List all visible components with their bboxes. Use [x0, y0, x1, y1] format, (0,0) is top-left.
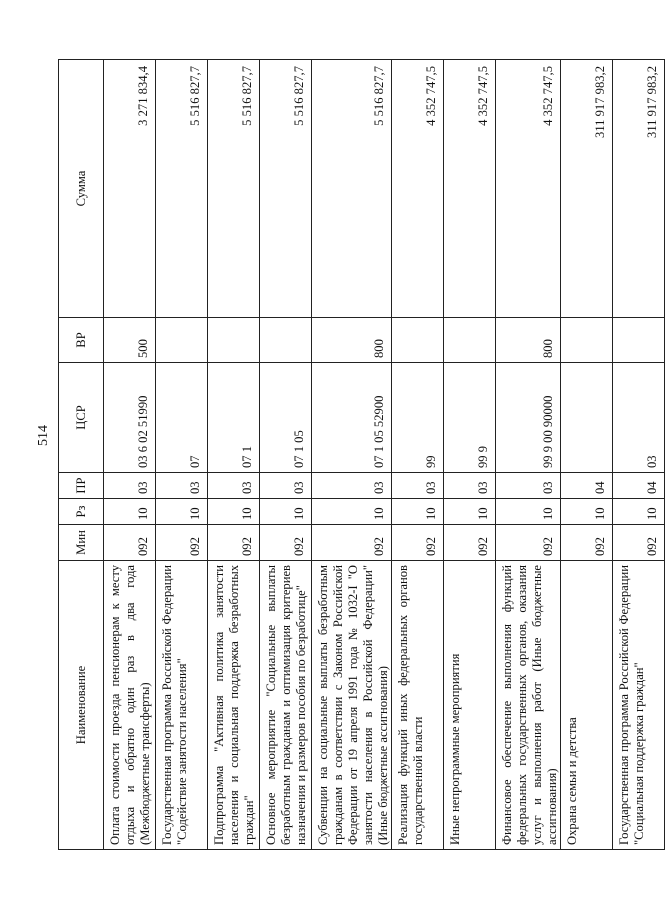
cell-rz: 10: [392, 499, 444, 525]
header-rz: Рз: [59, 499, 104, 525]
cell-min: 092: [613, 525, 665, 561]
cell-pr: 03: [156, 473, 208, 499]
cell-min: 092: [312, 525, 392, 561]
cell-name: Государственная программа Российской Федерации "Содействие занятости населения": [156, 561, 208, 850]
cell-min: 092: [444, 525, 496, 561]
cell-vr: [561, 318, 613, 363]
header-vr: ВР: [59, 318, 104, 363]
cell-pr: 04: [613, 473, 665, 499]
cell-csr: 07 1 05: [260, 363, 312, 473]
cell-rz: 10: [156, 499, 208, 525]
table-row: [260, 60, 312, 850]
table-row: [392, 60, 444, 850]
table-row: [613, 60, 665, 850]
cell-rz: 10: [496, 499, 561, 525]
cell-pr: 03: [444, 473, 496, 499]
cell-vr: [613, 318, 665, 363]
cell-csr: 07 1 05 52900: [312, 363, 392, 473]
cell-vr: [444, 318, 496, 363]
cell-min: 092: [104, 525, 156, 561]
cell-pr: 03: [260, 473, 312, 499]
cell-name: Финансовое обеспечение выполнения функций федеральных государственных органов, оказания услуг и выполнения работ (Иные бюджетные ассигнования): [496, 561, 561, 850]
cell-sum: 4 352 747,5: [444, 60, 496, 318]
cell-sum: 5 516 827,7: [156, 60, 208, 318]
table-header-row: [59, 60, 104, 850]
cell-rz: 10: [561, 499, 613, 525]
table-row: [312, 60, 392, 850]
page-number: 514: [36, 425, 51, 446]
cell-sum: 3 271 834,4: [104, 60, 156, 318]
header-csr: ЦСР: [59, 363, 104, 473]
cell-csr: 03: [613, 363, 665, 473]
cell-rz: 10: [312, 499, 392, 525]
cell-sum: 5 516 827,7: [260, 60, 312, 318]
cell-min: 092: [156, 525, 208, 561]
header-name: Наименование: [59, 561, 104, 850]
cell-name: Государственная программа Российской Федерации "Социальная поддержка граждан": [613, 561, 665, 850]
cell-csr: 07: [156, 363, 208, 473]
cell-sum: 5 516 827,7: [208, 60, 260, 318]
cell-vr: [392, 318, 444, 363]
cell-pr: 03: [392, 473, 444, 499]
header-min: Мин: [59, 525, 104, 561]
table-row: [104, 60, 156, 850]
header-pr: ПР: [59, 473, 104, 499]
cell-vr: 500: [104, 318, 156, 363]
cell-rz: 10: [613, 499, 665, 525]
header-sum: Сумма: [59, 60, 104, 318]
budget-table: [58, 59, 665, 850]
cell-name: Основное мероприятие "Социальные выплаты безработным гражданам и оптимизация критериев назначения и размеров пособия по безработице": [260, 561, 312, 850]
cell-sum: 311 917 983,2: [561, 60, 613, 318]
cell-sum: 5 516 827,7: [312, 60, 392, 318]
cell-csr: 99: [392, 363, 444, 473]
cell-pr: 04: [561, 473, 613, 499]
cell-name: Подпрограмма "Активная политика занятости населения и социальная поддержка безработных граждан": [208, 561, 260, 850]
cell-pr: 03: [312, 473, 392, 499]
cell-pr: 03: [208, 473, 260, 499]
cell-min: 092: [561, 525, 613, 561]
cell-rz: 10: [104, 499, 156, 525]
cell-vr: [208, 318, 260, 363]
cell-vr: 800: [496, 318, 561, 363]
cell-csr: 99 9: [444, 363, 496, 473]
cell-sum: 311 917 983,2: [613, 60, 665, 318]
cell-csr: 99 9 00 90000: [496, 363, 561, 473]
cell-name: Охрана семьи и детства: [561, 561, 613, 850]
table-row: [208, 60, 260, 850]
table-row: [561, 60, 613, 850]
cell-pr: 03: [496, 473, 561, 499]
cell-vr: [156, 318, 208, 363]
cell-min: 092: [260, 525, 312, 561]
cell-pr: 03: [104, 473, 156, 499]
table-row: [444, 60, 496, 850]
cell-csr: 07 1: [208, 363, 260, 473]
cell-vr: 800: [312, 318, 392, 363]
cell-min: 092: [208, 525, 260, 561]
cell-csr: 03 6 02 51990: [104, 363, 156, 473]
table-row: [156, 60, 208, 850]
cell-name: Иные непрограммные мероприятия: [444, 561, 496, 850]
cell-csr: [561, 363, 613, 473]
cell-min: 092: [392, 525, 444, 561]
cell-name: Реализация функций иных федеральных органов государственной власти: [392, 561, 444, 850]
cell-sum: 4 352 747,5: [496, 60, 561, 318]
cell-sum: 4 352 747,5: [392, 60, 444, 318]
cell-min: 092: [496, 525, 561, 561]
cell-name: Оплата стоимости проезда пенсионерам к месту отдыха и обратно один раз в два года (Межбюджетные трансферты): [104, 561, 156, 850]
cell-vr: [260, 318, 312, 363]
cell-rz: 10: [444, 499, 496, 525]
table-row: [496, 60, 561, 850]
budget-table-sheet: [58, 60, 659, 850]
cell-name: Субвенции на социальные выплаты безработным гражданам в соответствии с Законом Российской Федерации от 19 апреля 1991 года № 1032-I "О занятости населения в Российской Федерации" (Иные бюджетные ассигнования): [312, 561, 392, 850]
cell-rz: 10: [208, 499, 260, 525]
cell-rz: 10: [260, 499, 312, 525]
